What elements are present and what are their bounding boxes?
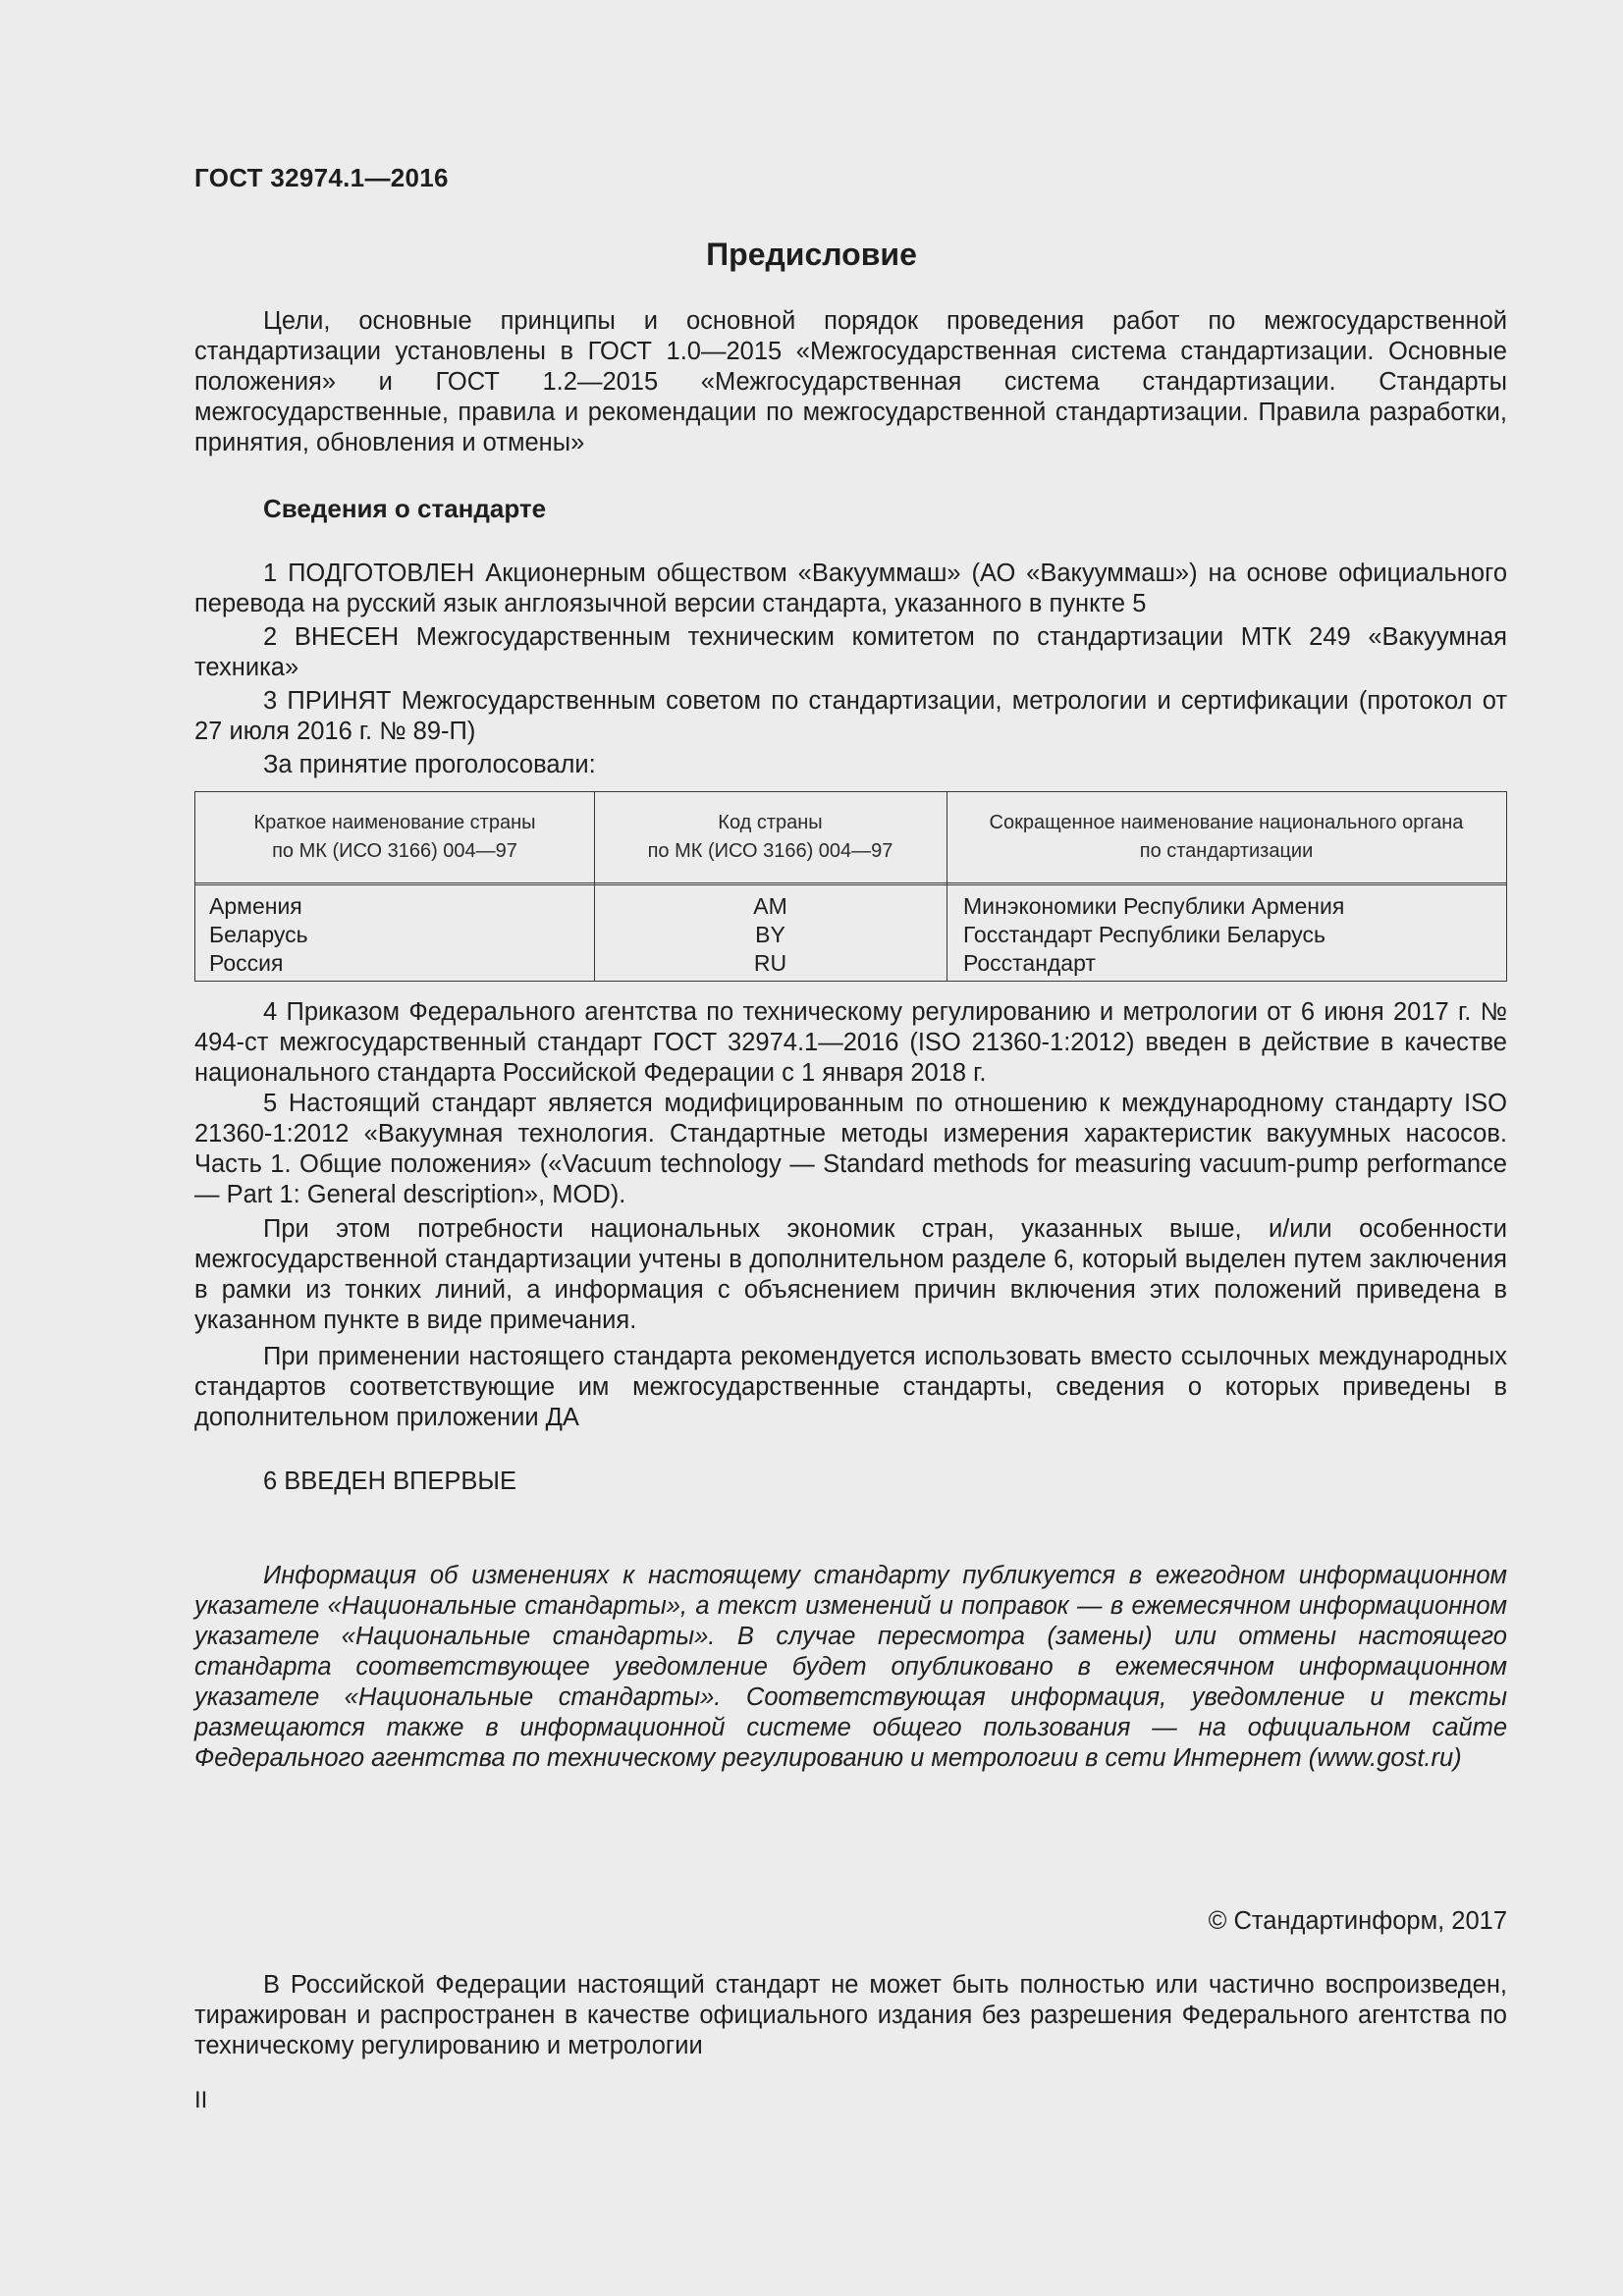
item-2-paragraph: 2 ВНЕСЕН Межгосударственным техническим комитетом по стандартизации МТК 249 «Вакуумная техника» [194,623,1507,681]
header-line: по стандартизации [1139,840,1314,862]
item-6-paragraph: 6 ВВЕДЕН ВПЕРВЫЕ [263,1468,517,1495]
header-line: по МК (ИСО 3166) 004—97 [647,840,893,862]
table-header-code [594,792,947,882]
table-cell: Госстандарт Республики Беларусь [963,922,1326,947]
table-header-country [195,792,594,882]
header-line: Сокращенное наименование национального органа [989,812,1464,833]
item-1-paragraph: 1 ПОДГОТОВЛЕН Акционерным обществом «Вакууммаш» (АО «Вакууммаш») на основе официального перевода на русский язык англоязычной версии стандарта, указанного в пункте 5 [194,560,1507,617]
table-cell: Минэкономики Республики Армения [963,893,1345,919]
table-column-body [963,892,1498,978]
table-cell: RU [753,950,787,976]
item-5-recommendation-paragraph: При применении настоящего стандарта рекомендуется использовать вместо ссылочных международных стандартов соответствующие им межгосударственные стандарты, сведения о которых приведены в дополнительном приложении ДА [194,1343,1507,1431]
changes-info-paragraph: Информация об изменениях к настоящему стандарту публикуется в ежегодном информационном указателе «Национальные стандарты», а текст изменений и поправок — в ежемесячном информационном указателе «Национальные стандарты». В случае пересмотра (замены) или отмены настоящего стандарта соответствующее уведомление будет опубликовано в ежемесячном информационном указателе «Национальные стандарты». Соответствующая информация, уведомление и тексты размещаются также в информационной системе общего пользования — на официальном сайте Федерального агентства по техническому регулированию и метрологии в сети Интернет (www.gost.ru) [194,1562,1507,1772]
document-header: ГОСТ 32974.1—2016 [194,163,449,192]
copyright-notice: © Стандартинформ, 2017 [1208,1907,1507,1935]
rights-paragraph: В Российской Федерации настоящий стандарт не может быть полностью или частично воспроизведен, тиражирован и распространен в качестве официального издания без разрешения Федерального агентства по техническому регулированию и метрологии [194,1971,1507,2059]
item-3-paragraph: 3 ПРИНЯТ Межгосударственным советом по стандартизации, метрологии и сертификации (протокол от 27 июля 2016 г. № 89-П) [194,687,1507,745]
voted-label: За принятие проголосовали: [263,751,596,778]
header-line: по МК (ИСО 3166) 004—97 [272,840,517,862]
section-heading: Сведения о стандарте [263,494,547,523]
table-cell: BY [755,922,785,947]
table-column-code [594,892,947,978]
table-cell: Беларусь [209,922,308,947]
item-4-paragraph: 4 Приказом Федерального агентства по техническому регулированию и метрологии от 6 июня 2017 г. № 494-ст межгосударственный стандарт ГОСТ 32974.1—2016 (ISO 21360-1:2012) введен в действие в качестве национального стандарта Российской Федерации с 1 января 2018 г. [194,998,1507,1087]
item-5-note-paragraph: При этом потребности национальных экономик стран, указанных выше, и/или особенности межгосударственной стандартизации учтены в дополнительном разделе 6, который выделен путем заключения в рамки из тонких линий, а информация с объяснением причин включения этих положений приведена в указанном пункте в виде примечания. [194,1215,1507,1334]
item-5-paragraph: 5 Настоящий стандарт является модифицированным по отношению к международному стандарту ISO 21360-1:2012 «Вакуумная технология. Стандартные методы измерения характеристик вакуумных насосов. Часть 1. Общие положения» («Vacuum technology — Standard methods for measuring vacuum-pump performance — Part 1: General description», MOD). [194,1090,1507,1208]
header-line: Краткое наименование страны [253,812,536,833]
table-header-body [947,792,1506,882]
table-cell: Росстандарт [963,950,1096,976]
intro-paragraph: Цели, основные принципы и основной порядок проведения работ по межгосударственной стандартизации установлены в ГОСТ 1.0—2015 «Межгосударственная система стандартизации. Основные положения» и ГОСТ 1.2—2015 «Межгосударственная система стандартизации. Стандарты межгосударственные, правила и рекомендации по межгосударственной стандартизации. Правила разработки, принятия, обновления и отмены» [194,307,1507,456]
page-title: Предисловие [706,237,917,272]
header-line: Код страны [718,812,823,833]
table-header-separator [195,882,1506,885]
table-cell: AM [753,893,787,919]
countries-table [194,791,1507,982]
table-cell: Армения [209,893,302,919]
table-cell: Россия [209,950,284,976]
page-number: II [194,2087,208,2113]
table-column-country [209,892,582,978]
